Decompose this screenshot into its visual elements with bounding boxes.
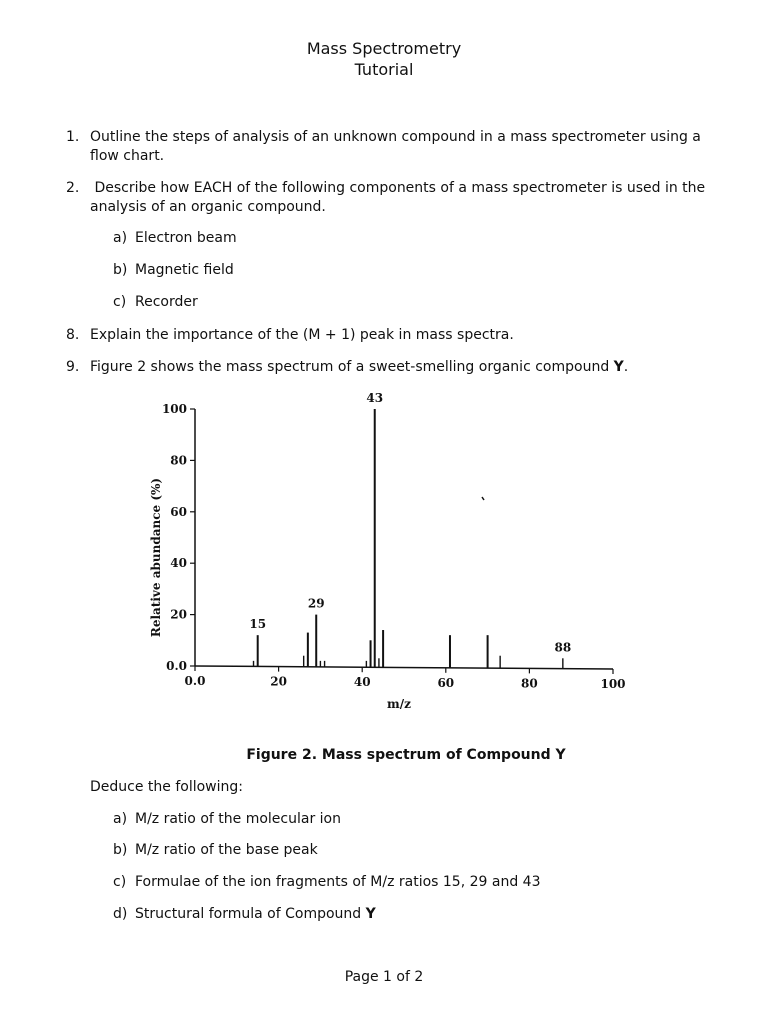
part-label: c) bbox=[113, 874, 127, 890]
x-axis-label: m/z bbox=[387, 697, 411, 711]
caption-compound: Y bbox=[555, 747, 566, 763]
x-axis bbox=[185, 666, 626, 691]
y-tick-label: 40 bbox=[170, 556, 187, 571]
question-number: 1. bbox=[66, 129, 80, 145]
part-label: d) bbox=[113, 906, 128, 922]
figure-caption bbox=[0, 746, 768, 765]
compound-label: Y bbox=[365, 906, 376, 922]
peak-label-15: 15 bbox=[249, 617, 267, 632]
part-text: Formulae of the ion fragments of M/z ratios 15, 29 and 43 bbox=[135, 874, 541, 890]
x-tick-label: 20 bbox=[270, 674, 287, 689]
question-text: Figure 2 shows the mass spectrum of a sweet-smelling organic compound bbox=[90, 359, 614, 375]
peak-label-88: 88 bbox=[554, 640, 572, 655]
question-text: Outline the steps of analysis of an unknown compound in a mass spectrometer using a flow chart. bbox=[90, 129, 701, 164]
part-text: Electron beam bbox=[135, 230, 237, 246]
part-label: a) bbox=[113, 811, 128, 827]
question-2 bbox=[66, 179, 710, 217]
mass-spectrum-chart bbox=[140, 390, 640, 720]
question-1 bbox=[66, 128, 706, 166]
question-text: Explain the importance of the (M + 1) peak in mass spectra. bbox=[90, 327, 514, 343]
y-tick-label: 20 bbox=[170, 607, 187, 622]
part-text: M/z ratio of the molecular ion bbox=[135, 811, 341, 827]
page-title-line1: Mass Spectrometry bbox=[306, 39, 462, 58]
x-tick-label: 60 bbox=[437, 675, 455, 690]
x-tick-label: 0.0 bbox=[184, 674, 206, 688]
part-label: b) bbox=[113, 262, 128, 278]
question-text-end: . bbox=[623, 359, 629, 375]
y-tick-label: 100 bbox=[161, 402, 187, 416]
caption-text: Figure 2. Mass spectrum of Compound bbox=[246, 747, 556, 763]
part-label: c) bbox=[113, 294, 127, 310]
part-label: b) bbox=[113, 842, 128, 858]
deduce-part-d bbox=[113, 905, 376, 924]
part-label: a) bbox=[113, 230, 128, 246]
deduce-part-a bbox=[113, 810, 341, 829]
peaks bbox=[249, 391, 571, 669]
page-title-line2: Tutorial bbox=[354, 60, 414, 79]
question-9 bbox=[66, 358, 706, 377]
part-text: Magnetic field bbox=[135, 262, 234, 278]
question-2-part-a bbox=[113, 229, 237, 248]
part-text: Recorder bbox=[135, 294, 198, 310]
question-2-part-b bbox=[113, 261, 234, 280]
question-8 bbox=[66, 326, 706, 345]
stray-mark bbox=[482, 497, 484, 500]
x-tick-label: 80 bbox=[521, 676, 538, 691]
deduce-part-c bbox=[113, 873, 540, 892]
y-tick-label: 0.0 bbox=[166, 659, 187, 673]
y-tick-label: 80 bbox=[170, 453, 187, 468]
x-tick-label: 40 bbox=[353, 675, 371, 690]
y-axis bbox=[162, 402, 195, 673]
y-tick-label: 60 bbox=[170, 504, 187, 519]
y-axis-label: Relative abundance (%) bbox=[149, 477, 163, 638]
peak-label-43: 43 bbox=[366, 391, 384, 405]
question-number: 8. bbox=[66, 327, 80, 343]
question-number: 9. bbox=[66, 359, 80, 375]
part-text: M/z ratio of the base peak bbox=[135, 842, 318, 858]
deduce-part-b bbox=[113, 841, 318, 860]
page-number: Page 1 of 2 bbox=[344, 969, 424, 985]
question-2-part-c bbox=[113, 293, 198, 312]
part-text: Structural formula of Compound bbox=[135, 906, 366, 922]
deduce-intro: Deduce the following: bbox=[90, 779, 243, 795]
peak-label-29: 29 bbox=[307, 596, 325, 611]
question-text: Describe how EACH of the following components of a mass spectrometer is used in the analysis of an organic compound. bbox=[90, 180, 710, 215]
question-number: 2. bbox=[66, 180, 80, 196]
x-tick-label: 100 bbox=[600, 677, 626, 691]
compound-label: Y bbox=[613, 359, 624, 375]
